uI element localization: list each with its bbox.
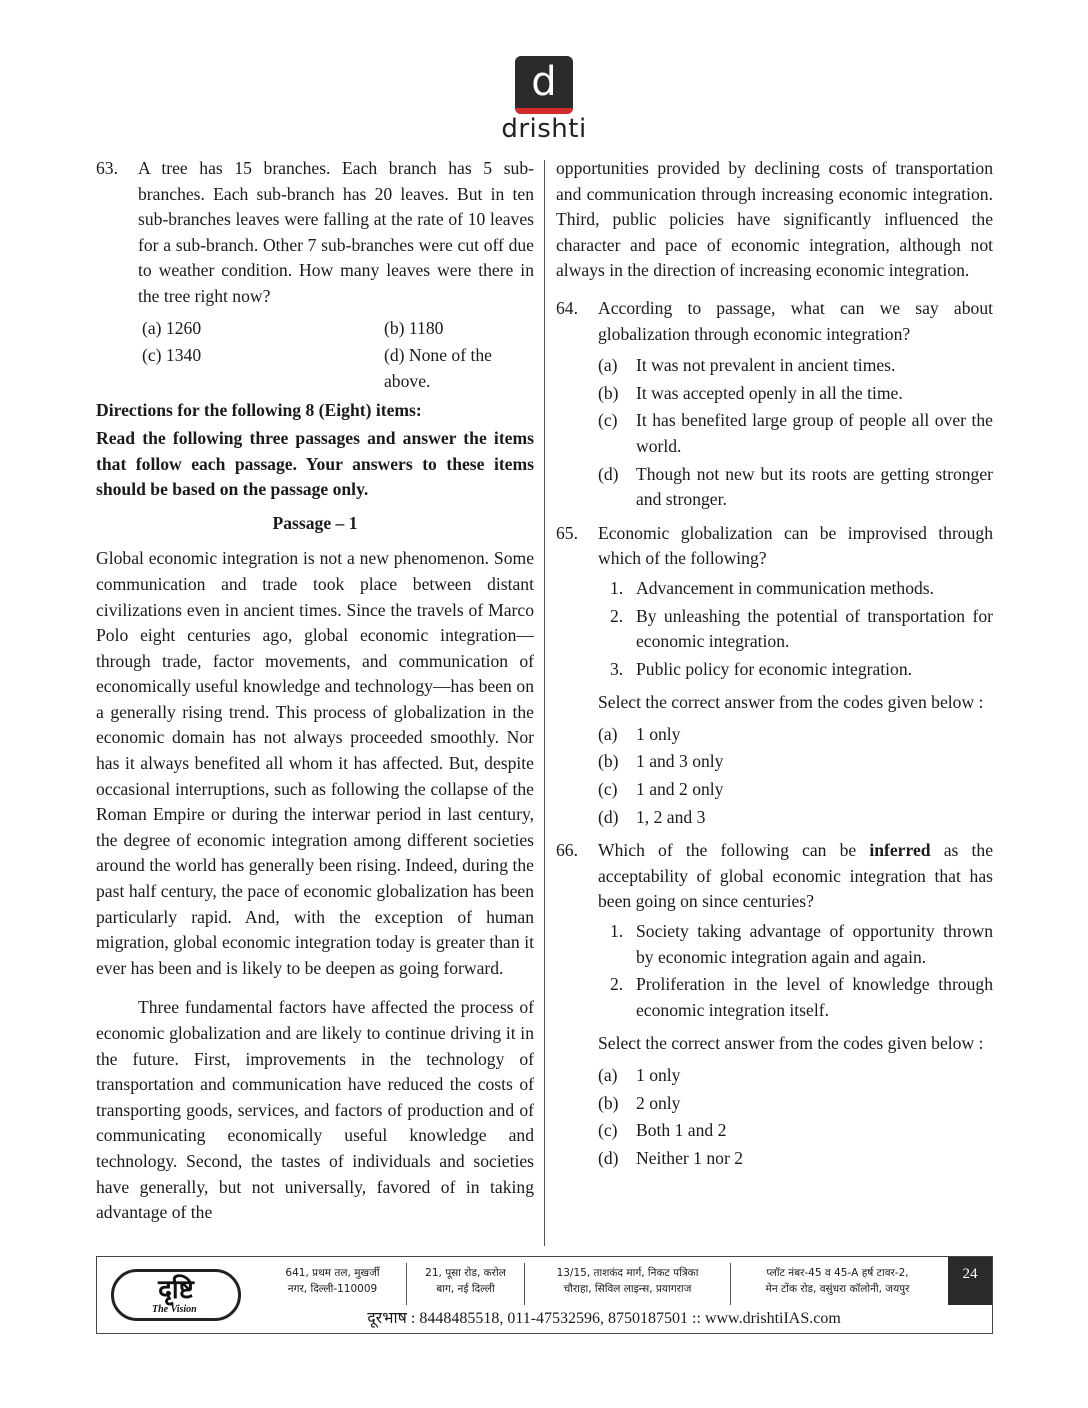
passage-paragraph-2: Three fundamental factors have affected the process of economic globalization and are likely to continue driving it in the future. First, improvements in the technology of transportation and communication have reduced the costs of transporting goods, services, and factors of production and of communicating economically useful knowledge and technology. Second, the tastes of individuals and societies have generally, but not universally, favored of in taking advantage of the bbox=[96, 997, 534, 1223]
question-65-options bbox=[556, 722, 993, 830]
header-logo bbox=[0, 56, 1088, 144]
question-66-options bbox=[556, 1063, 993, 1171]
address-row bbox=[259, 1263, 944, 1305]
option-d: (d) None of the above. bbox=[384, 345, 492, 391]
drishti-logo-icon: d bbox=[515, 56, 573, 114]
question-text: According to passage, what can we say about globalization through economic integration? bbox=[598, 297, 993, 344]
directions-title: Directions for the following 8 (Eight) items: bbox=[96, 400, 422, 421]
option-c: (c) 1340 bbox=[142, 345, 202, 366]
question-text: A tree has 15 branches. Each branch has 5 sub-branches. Each sub-branch has 20 leaves. But in ten sub-branches leaves were falling at the rate of 10 leaves for a sub-branch. Other 7 sub-branches were cut off due to weather condition. How many leaves were there in the tree right now? bbox=[138, 158, 534, 306]
question-63-options bbox=[96, 316, 534, 395]
address-karol-bagh: 21, पूसा रोड, करोल बाग, नई दिल्ली bbox=[407, 1263, 525, 1305]
column-divider bbox=[544, 160, 545, 1246]
question-65: 65. Economic globalization can be improvised through which of the following? bbox=[556, 522, 993, 569]
statement-3: 3. Public policy for economic integration. bbox=[610, 658, 913, 679]
passage-paragraph-2-continued: opportunities provided by declining costs of transportation and communication through increasing economic integration. Third, public policies have significantly influenced the character and pace of economic integration, although not always in the direction of increasing economic integration. bbox=[556, 158, 993, 281]
option-a: (a) It was not prevalent in ancient times. bbox=[598, 355, 896, 376]
option-c: (c) 1 and 2 only bbox=[598, 779, 724, 800]
question-65-statements bbox=[556, 576, 993, 682]
statement-2: 2. By unleashing the potential of transportation for economic integration. bbox=[610, 605, 993, 652]
statement-1: 1. Advancement in communication methods. bbox=[610, 577, 935, 598]
address-jaipur: प्लॉट नंबर-45 व 45-A हर्ष टावर-2, मेन टोंक रोड, वसुंधरा कॉलोनी, जयपुर bbox=[765, 1267, 910, 1295]
question-64: 64. According to passage, what can we say about globalization through economic integration? bbox=[556, 297, 993, 344]
statement-1: 1. Society taking advantage of opportunity thrown by economic integration again and again. bbox=[610, 921, 993, 967]
select-instruction: Select the correct answer from the codes given below : bbox=[598, 692, 984, 713]
option-a: (a) 1260 bbox=[142, 317, 202, 338]
option-d: (d) Neither 1 nor 2 bbox=[598, 1147, 743, 1168]
option-a: (a) 1 only bbox=[598, 1065, 681, 1085]
statement-2: 2. Proliferation in the level of knowledge through economic integration itself. bbox=[610, 974, 993, 1020]
option-c: (c) It has benefited large group of people all over the world. bbox=[598, 410, 993, 456]
drishti-the-vision-logo: दृष्टि The Vision bbox=[101, 1261, 251, 1329]
logo-wordmark: drishti bbox=[501, 114, 587, 144]
option-d: (d) Though not new but its roots are getting stronger and stronger. bbox=[598, 463, 993, 510]
page-number: 24 bbox=[948, 1257, 992, 1305]
option-b: (b) It was accepted openly in all the time. bbox=[598, 382, 903, 403]
option-a: (a) 1 only bbox=[598, 723, 681, 744]
select-instruction: Select the correct answer from the codes given below : bbox=[598, 1033, 984, 1054]
left-column bbox=[96, 156, 534, 1226]
option-b: (b) 1 and 3 only bbox=[598, 751, 724, 772]
option-b: (b) 1180 bbox=[384, 317, 444, 338]
question-66-statements bbox=[556, 919, 993, 1023]
contact-line[interactable]: दूरभाष : 8448485518, 011-47532596, 8750187501 :: www.drishtiIAS.com bbox=[367, 1310, 841, 1327]
right-column bbox=[556, 156, 993, 1171]
question-text: Economic globalization can be improvised through which of the following? bbox=[598, 522, 993, 569]
question-63: 63. A tree has 15 branches. Each branch has 5 sub-branches. Each sub-branch has 20 leaves. But in ten sub-branches leaves were falling at the rate of 10 leaves for a sub-branch. Other 7 sub-branches were cut off due to weather condition. How many leaves were there in the tree right now? bbox=[96, 158, 534, 306]
option-d: (d) 1, 2 and 3 bbox=[598, 806, 706, 827]
emphasis-inferred: inferred bbox=[869, 840, 931, 861]
passage-title: Passage – 1 bbox=[272, 512, 358, 533]
question-64-options bbox=[556, 353, 993, 513]
address-prayagraj: 13/15, ताशकंद मार्ग, निकट पत्रिका चौराहा, सिविल लाइन्स, प्रयागराज bbox=[525, 1263, 731, 1305]
option-c: (c) Both 1 and 2 bbox=[598, 1120, 727, 1141]
passage-paragraph-1: Global economic integration is not a new phenomenon. Some communication and trade took place between distant civilizations even in ancient times. Since the travels of Marco Polo eight centuries ago, global economic integration—through trade, factor movements, and communication of economically useful knowledge and technology—has been on a generally rising trend. This process of globalization in the economic domain has not always proceeded smoothly. Nor has it always benefited all whom it has affected. But, despite occasional interruptions, such as following the collapse of the Roman Empire or during the interwar period in last century, the degree of economic integration among different societies around the world has generally been rising. Indeed, during the past half century, the pace of economic globalization has been particularly rapid. And, with the exception of human migration, global economic integration today is greater than it ever has been and is likely to be deepen as going forward. bbox=[96, 548, 534, 978]
question-66: 66. Which of the following can be inferred as the acceptability of global economic integration that has been going on since centuries? bbox=[556, 840, 994, 912]
option-b: (b) 2 only bbox=[598, 1092, 681, 1113]
directions-body: Read the following three passages and answer the items that follow each passage. Your answers to these items should be based on the passage only. bbox=[96, 427, 534, 500]
address-mukherjee-nagar: 641, प्रथम तल, मुखर्जी नगर, दिल्ली-110009 bbox=[259, 1263, 407, 1305]
page-footer bbox=[96, 1256, 993, 1334]
